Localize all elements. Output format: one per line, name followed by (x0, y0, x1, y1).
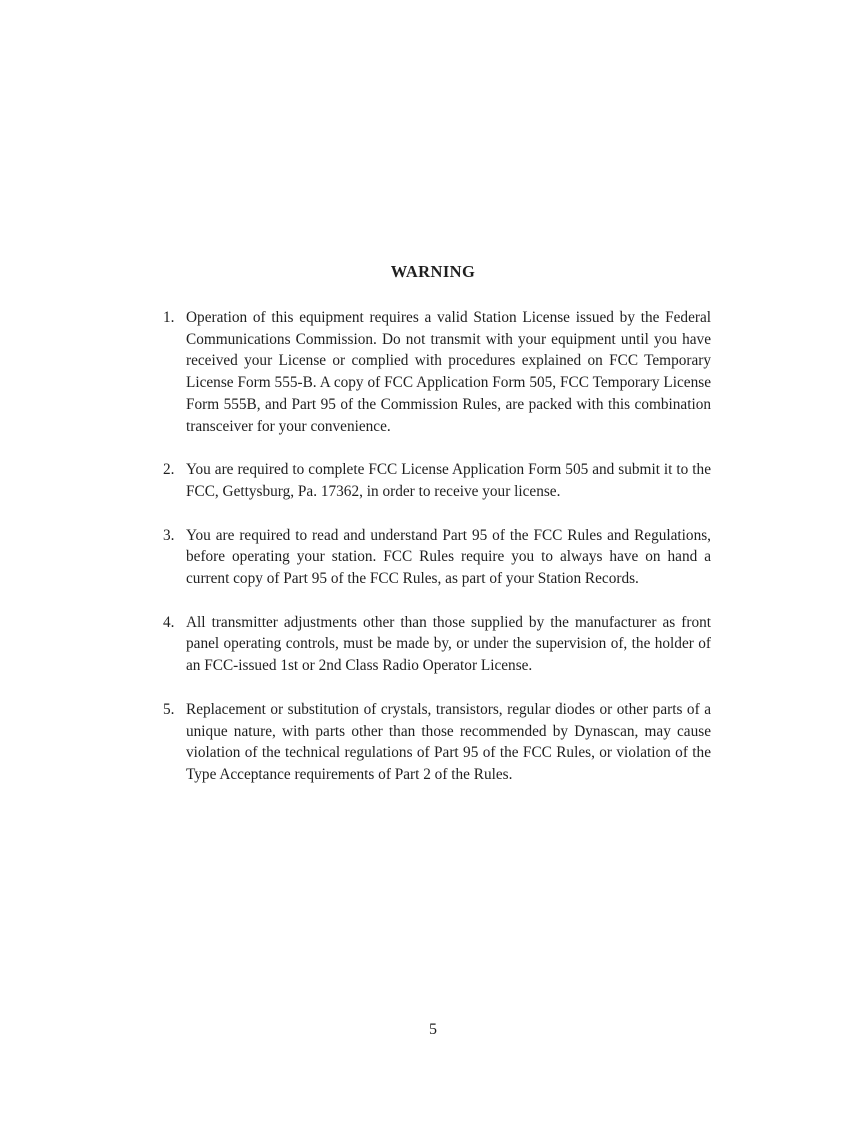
warning-item-number: 3. (163, 526, 175, 544)
warning-item-number: 1. (163, 309, 175, 326)
warning-item (163, 459, 711, 502)
warning-item-number: 4. (163, 613, 175, 631)
warning-item-text: Operation of this equipment requires a valid Station License issued by the Federal Communications Commission. Do not transmit with your equipment until you have received your License or complied with procedures explained on FCC Temporary License Form 555-B. A copy of FCC Application Form 505, FCC Temporary License Form 555B, and Part 95 of the Commission Rules, are packed with this combination transceiver for your convenience. (186, 309, 711, 435)
warning-item (163, 525, 711, 590)
warning-item-text: Replacement or substitution of crystals, transistors, regular diodes or other parts of a unique nature, with parts other than those recommended by Dynascan, may cause violation of the technical regulations of Part 95 of the FCC Rules, or violation of the Type Acceptance requirements of Part 2 of the Rules. (186, 700, 711, 783)
warning-item-text: All transmitter adjustments other than those supplied by the manufacturer as front panel operating controls, must be made by, or under the supervision of, the holder of an FCC-issued 1st or 2nd Class Radio Operator License. (186, 613, 711, 675)
warning-item-number: 2. (163, 461, 175, 479)
warning-item-text: You are required to read and understand Part 95 of the FCC Rules and Regulations, before operating your station. FCC Rules require you to always have on hand a current copy of Part 95 of the FCC Rules, as part of your Station Records. (186, 526, 711, 588)
warning-item (163, 612, 711, 677)
warning-title: WARNING (390, 262, 476, 281)
warning-item (163, 307, 711, 437)
warning-item-text: You are required to complete FCC License Application Form 505 and submit it to the FCC, Gettysburg, Pa. 17362, in order to receive your license. (186, 461, 711, 500)
warning-list (163, 307, 711, 808)
warning-item (163, 699, 711, 786)
warning-item-number: 5. (163, 700, 175, 718)
page-number: 5 (429, 1021, 437, 1038)
